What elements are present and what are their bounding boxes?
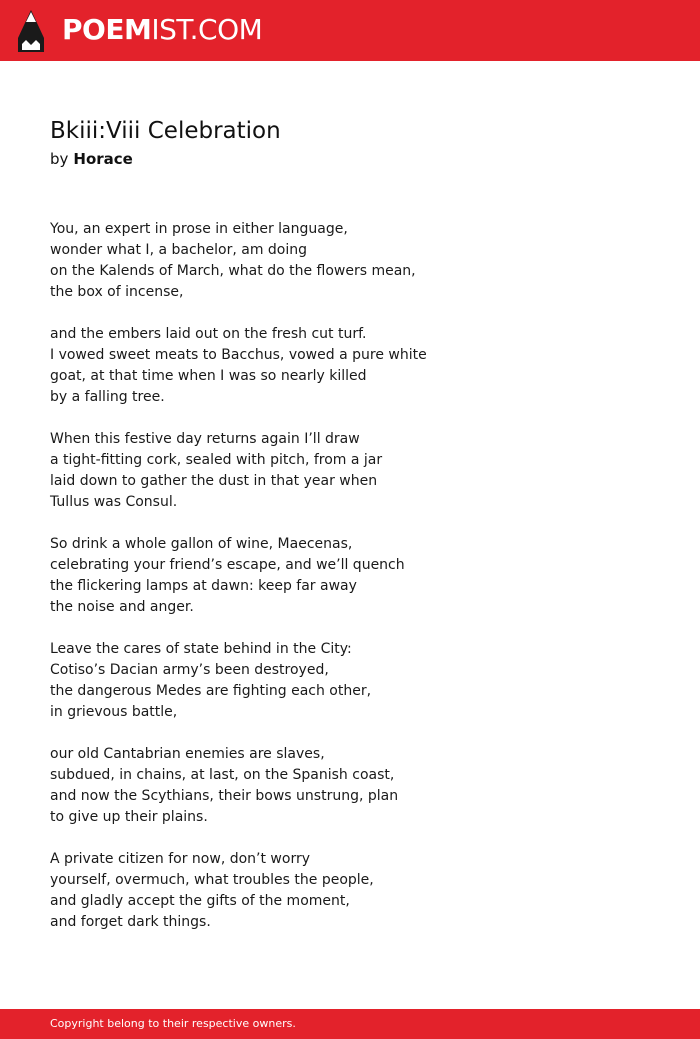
stanza [50,219,650,303]
poem-line: yourself, overmuch, what troubles the people, [50,872,374,888]
poem-line: to give up their plains. [50,809,208,825]
poem-line: and forget dark things. [50,914,211,930]
poem-title: Bkiii:Viii Celebration [50,118,281,144]
poem-line: Leave the cares of state behind in the City: [50,641,352,657]
author-name: Horace [73,150,133,168]
by-label: by [50,150,69,168]
byline [50,149,133,169]
poem-line: A private citizen for now, don’t worry [50,851,310,867]
poem-line: Cotiso’s Dacian army’s been destroyed, [50,662,329,678]
site-footer [0,1009,700,1039]
brand-bold: POEM [62,13,152,46]
poem-line: wonder what I, a bachelor, am doing [50,242,308,258]
site-logo[interactable] [62,12,262,48]
poem-line: the dangerous Medes are fighting each other, [50,683,372,699]
stanza [50,324,650,408]
poem-line: by a falling tree. [50,389,165,405]
poem-line: in grievous battle, [50,704,178,720]
poem-line: our old Cantabrian enemies are slaves, [50,746,325,762]
copyright-notice: Copyright belong to their respective owners. [50,1017,296,1030]
poem-body [50,219,650,954]
poem-line: You, an expert in prose in either language, [50,221,348,237]
pencil-logo-icon[interactable] [18,10,44,52]
stanza [50,639,650,723]
poem-line: So drink a whole gallon of wine, Maecenas, [50,536,353,552]
poem-line: laid down to gather the dust in that year when [50,473,378,489]
poem-line: I vowed sweet meats to Bacchus, vowed a pure white [50,347,427,363]
stanza [50,744,650,828]
poem-line: and now the Scythians, their bows unstrung, plan [50,788,399,804]
stanza [50,429,650,513]
poem-line: the box of incense, [50,284,184,300]
poem-line: Tullus was Consul. [50,494,178,510]
site-header [0,0,700,61]
brand-light: IST.COM [151,13,263,46]
stanza [50,534,650,618]
poem-line: on the Kalends of March, what do the flowers mean, [50,263,416,279]
poem-line: When this festive day returns again I’ll draw [50,431,360,447]
poem-line: a tight-fitting cork, sealed with pitch, from a jar [50,452,383,468]
poem-line: the noise and anger. [50,599,194,615]
poem-line: the flickering lamps at dawn: keep far away [50,578,357,594]
poem-line: and the embers laid out on the fresh cut turf. [50,326,367,342]
stanza [50,849,650,933]
poem-line: and gladly accept the gifts of the moment, [50,893,350,909]
poem-line: subdued, in chains, at last, on the Spanish coast, [50,767,395,783]
poem-line: celebrating your friend’s escape, and we’ll quench [50,557,405,573]
poem-line: goat, at that time when I was so nearly killed [50,368,367,384]
